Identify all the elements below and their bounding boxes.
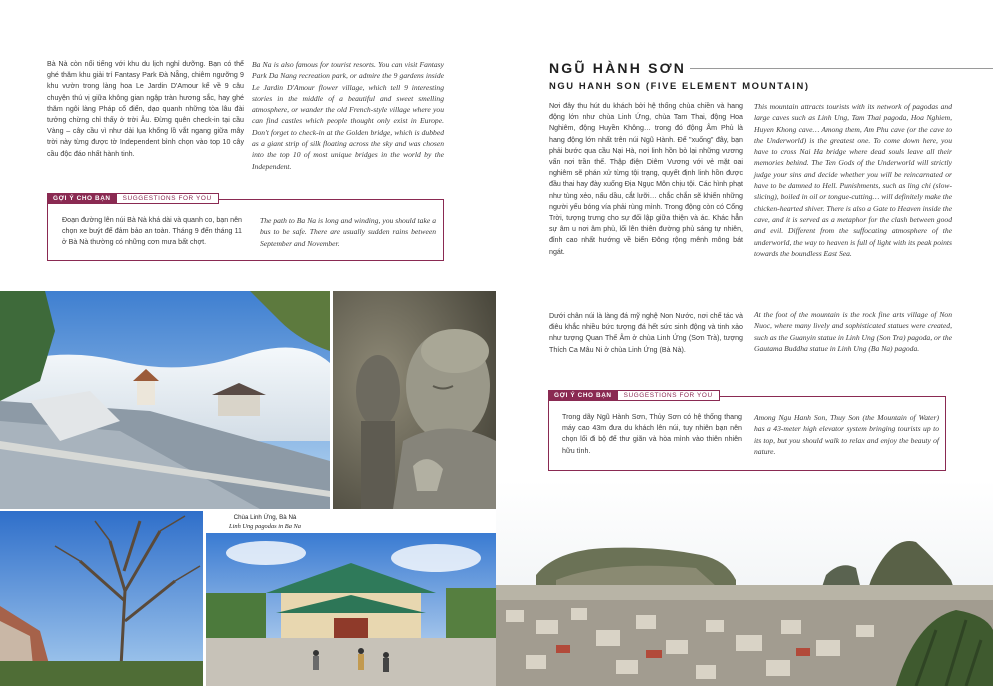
photo-dry-tree (0, 511, 203, 686)
body-en-1: This mountain attracts tourists with its network of pagodas and large caves such as Linh Ung, Tam Thai pagoda, Hoa Nghiem, Huyen Khong cave… Among them, Am Phu cave (or the cave to the Underworld) is the greatest one. To come down here, you have to cross Nai Ha bridge where dead souls leave all their memories behind. The Ten Gods of the Underworld will strictly judge your sins and decide whether you will be reincarnated or have to be damned to Hell. Punishments, such as ling chi (slow-slicing), boiled in oil or tongue-cutting… will definitely make the chicken-hearted shiver. There is also a Gate to Heaven inside the cave, and it is served as a metaphor for the clash between good and evil. Different from the suffocating atmosphere of the underworld, the way to heaven is full of light with its peak points towards the boundless East Sea. (754, 102, 952, 258)
body-en-2: At the foot of the mountain is the rock fine arts village of Non Nuoc, where many lively and sophisticated statues were created, such as the Guanyin statue in Linh Ung (Son Tra) pagoda, or the Gautama Buddha statue in Linh Ung (Ba Na) pagoda. (754, 310, 952, 353)
body-vi-1: Nơi đây thu hút du khách bởi hệ thống chùa chiền và hang động lớn như chùa Linh Ứng, chùa Tam Thai, động Hoa Nghiêm, động Huyền Không… trong đó động Âm Phủ là hang động lớn nhất trên núi Ngũ Hành. Để "xuống" đây, bạn phải bước qua cầu Nại Hà, nơi linh hồn bỏ lại những vương vấn nơi trần thế. Thập điện Diêm Vương với vẻ mặt oai nghiêm sẽ phán xử từng tội trạng, quyết định linh hồn được đầu thai hay đày xuống Địa Ngục Môn chịu tội. Các hình phạt như tùng xẻo, nấu dầu, cắt lưỡi… chắc chắn sẽ khiến những người yếu bóng vía phải rùng mình. Trong động còn có Cổng Trời, tượng trưng cho sự đối lập giữa thiện và ác. Khác hẳn sự âm u nơi âm phủ, lối lên thiên đường phủ sáng tự nhiên, đỉnh cao nhất hướng về biển Đông rộng mênh mông bát ngát. (549, 102, 743, 256)
caption-en: Linh Ung pagodas in Ba Na (229, 523, 301, 530)
tip-box-right (548, 396, 946, 471)
tip-label-vi: GỢI Ý CHO BẠN (548, 390, 618, 401)
intro-vi: Bà Nà còn nổi tiếng với khu du lịch nghỉ dưỡng. Bạn có thể ghé thăm khu giải trí Fantasy Park Đà Nẵng, chiêm ngưỡng 9 khu vườn trong làng hoa Le Jardin D'Amour kể về 9 câu chuyện thú vị giữa không gian ngập tràn hương sắc, hay ghé thăm ngôi làng Pháp cổ điển, dạo quanh những tòa lâu đài tưởng chừng chỉ thấy ở trời Âu. Đừng quên check-in tại cầu Vàng – cây cầu vì như dải lụa khổng lồ vắt ngang giữa mây trời này từng được tờ Independent bình chọn vào top 10 cây cầu độc đáo nhất hành tinh. (47, 60, 244, 158)
tip-text-vi: Trong dãy Ngũ Hành Sơn, Thủy Sơn có hệ thống thang máy cao 43m đưa du khách lên núi, tuy nhiên bạn nên chọn lối đi bộ để thư giãn và hòa mình vào thiên nhiên hữu tình. (562, 413, 742, 455)
tip-label-vi: GỢI Ý CHO BẠN (47, 193, 117, 204)
tip-text-vi: Đoạn đường lên núi Bà Nà khá dài và quanh co, bạn nên chọn xe buýt để đảm bảo an toàn. Tháng 9 đến tháng 11 ở Bà Nà thường có những cơn mưa bất chợt. (62, 216, 242, 247)
body-vi-2: Dưới chân núi là làng đá mỹ nghệ Non Nước, nơi chế tác và điêu khắc nhiều bức tượng đá hết sức sinh động và tinh xảo như tượng Quan Thế Âm ở chùa Linh Ứng (Sơn Trà), tượng Thích Ca Mâu Ni ở chùa Linh Ứng (Bà Nà). (549, 312, 743, 354)
photo-marble-mountains (496, 480, 993, 686)
photo-stone-statue (333, 291, 496, 509)
section-subtitle: NGU HANH SON (FIVE ELEMENT MOUNTAIN) (549, 80, 810, 91)
tip-text-en: The path to Ba Na is long and winding, you should take a bus to be safe. There are usually sudden rains between September and November. (260, 216, 436, 248)
tip-tab-right (548, 390, 720, 401)
tip-label-en: SUGGESTIONS FOR YOU (618, 390, 720, 401)
section-title: NGŨ HÀNH SƠN (549, 60, 687, 76)
tip-box-left (47, 199, 444, 261)
title-rule (690, 68, 993, 69)
photo-ba-na-stairs (0, 291, 330, 509)
tip-text-en: Among Ngu Hanh Son, Thuy Son (the Mountain of Water) has a 43-meter high elevator system bringing tourists up to its top, but you should walk to relax and enjoy the beauty of nature. (754, 413, 939, 456)
tip-label-en: SUGGESTIONS FOR YOU (117, 193, 219, 204)
caption-vi: Chùa Linh Ứng, Bà Nà (233, 514, 297, 521)
photo-caption (210, 513, 320, 531)
photo-linh-ung-pagoda (206, 533, 496, 686)
intro-en: Ba Na is also famous for tourist resorts. You can visit Fantasy Park Da Nang recreation park, or admire the 9 gardens inside Le Jardin D'Amour flower village, which tell 9 interesting stories in the middle of a beautiful and sweet smelling atmosphere, or wander the old French-style village where you can find castles which people thought only exist in Europe. Don't forget to check-in at the Golden bridge, which is dubbed as a giant strip of silk floating across the sky and was chosen into the top 10 of most unique bridges in the world by the Independent. (252, 60, 444, 171)
tip-tab-left (47, 193, 219, 204)
